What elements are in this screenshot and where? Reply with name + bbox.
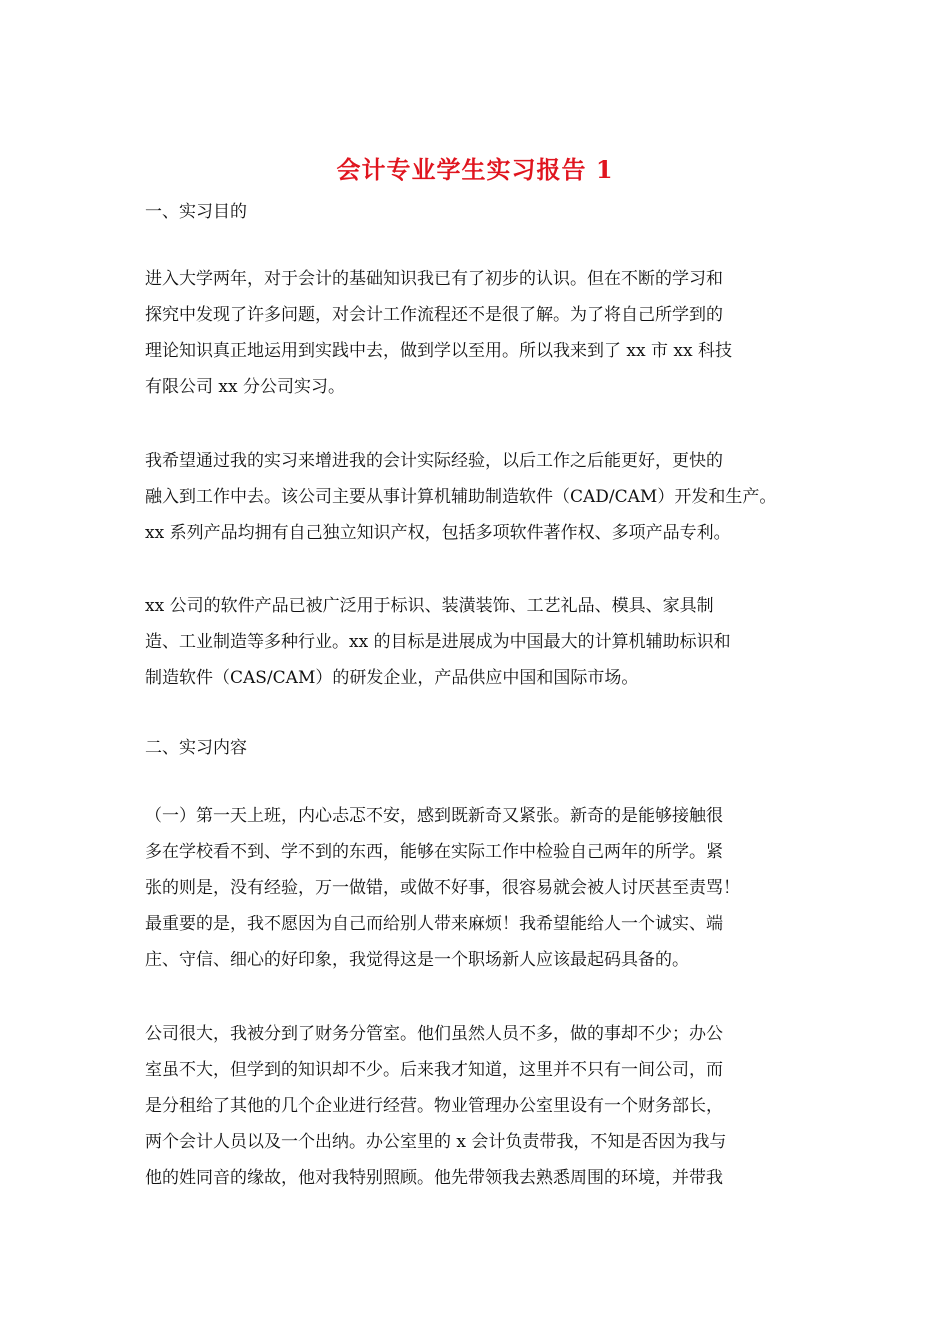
paragraph-line: 公司很大，我被分到了财务分管室。他们虽然人员不多，做的事却不少；办公: [145, 1024, 723, 1044]
paragraph-1: [145, 261, 815, 405]
paragraph-line: 我希望通过我的实习来增进我的会计实际经验，以后工作之后能更好，更快的: [145, 451, 723, 471]
paragraph-line: 两个会计人员以及一个出纳。办公室里的 x 会计负责带我，不知是否因为我与: [145, 1132, 727, 1152]
page-title: 会计专业学生实习报告 1: [336, 155, 614, 184]
paragraph-4: [145, 798, 815, 978]
paragraph-3: [145, 588, 815, 696]
paragraph-line: 是分租给了其他的几个企业进行经营。物业管理办公室里设有一个财务部长，: [145, 1096, 723, 1116]
paragraph-line: 他的姓同音的缘故，他对我特别照顾。他先带领我去熟悉周围的环境，并带我: [145, 1168, 723, 1188]
paragraph-line: 进入大学两年，对于会计的基础知识我已有了初步的认识。但在不断的学习和: [145, 269, 723, 289]
paragraph-line: 最重要的是，我不愿因为自己而给别人带来麻烦！我希望能给人一个诚实、端: [145, 914, 723, 934]
paragraph-line: 室虽不大，但学到的知识却不少。后来我才知道，这里并不只有一间公司，而: [145, 1060, 723, 1080]
paragraph-line: 庄、守信、细心的好印象，我觉得这是一个职场新人应该最起码具备的。: [145, 950, 689, 970]
paragraph-5: [145, 1016, 815, 1196]
paragraph-line: xx 公司的软件产品已被广泛用于标识、装潢装饰、工艺礼品、模具、家具制: [145, 596, 714, 616]
paragraph-line: （一）第一天上班，内心忐忑不安，感到既新奇又紧张。新奇的是能够接触很: [145, 806, 723, 826]
section-heading-purpose: 一、实习目的: [145, 202, 247, 222]
paragraph-line: 理论知识真正地运用到实践中去，做到学以至用。所以我来到了 xx 市 xx 科技: [145, 341, 732, 361]
paragraph-line: 有限公司 xx 分公司实习。: [145, 377, 345, 397]
paragraph-line: 造、工业制造等多种行业。xx 的目标是进展成为中国最大的计算机辅助标识和: [145, 632, 731, 652]
paragraph-line: 融入到工作中去。该公司主要从事计算机辅助制造软件（CAD/CAM）开发和生产。: [145, 487, 777, 507]
section-heading-content: 二、实习内容: [145, 738, 247, 758]
paragraph-line: 多在学校看不到、学不到的东西，能够在实际工作中检验自己两年的所学。紧: [145, 842, 723, 862]
paragraph-line: 张的则是，没有经验，万一做错，或做不好事，很容易就会被人讨厌甚至责骂！: [145, 878, 740, 898]
paragraph-line: 探究中发现了许多问题，对会计工作流程还不是很了解。为了将自己所学到的: [145, 305, 723, 325]
paragraph-2: [145, 443, 815, 551]
paragraph-line: 制造软件（CAS/CAM）的研发企业，产品供应中国和国际市场。: [145, 668, 639, 688]
paragraph-line: xx 系列产品均拥有自己独立知识产权，包括多项软件著作权、多项产品专利。: [145, 523, 731, 543]
